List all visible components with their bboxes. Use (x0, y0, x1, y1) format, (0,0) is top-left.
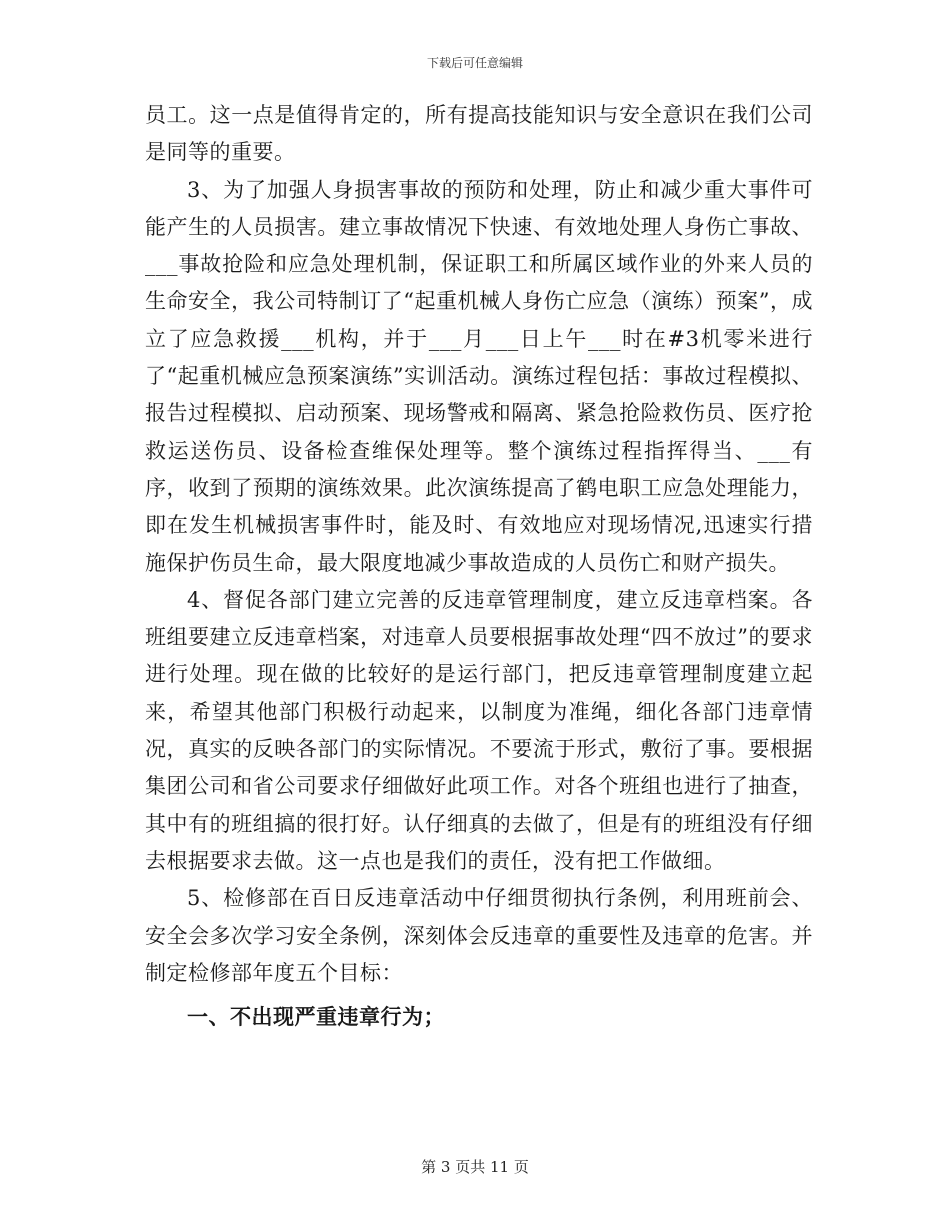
paragraph-item-3: 3、为了加强人身损害事故的预防和处理，防止和减少重大事件可能产生的人员损害。建立事故情况下快速、有效地处理人身伤亡事故、___事故抢险和应急处理机制，保证职工和所属区域作业的外来人员的生命安全，我公司特制订了“起重机械人身伤亡应急（演练）预案”，成立了应急救援___机构，并于___月___日上午___时在#3机零米进行了“起重机械应急预案演练”实训活动。演练过程包括：事故过程模拟、报告过程模拟、启动预案、现场警戒和隔离、紧急抢险救伤员、医疗抢救运送伤员、设备检查维保处理等。整个演练过程指挥得当、___有序，收到了预期的演练效果。此次演练提高了鹤电职工应急处理能力，即在发生机械损害事件时，能及时、有效地应对现场情况,迅速实行措施保护伤员生命，最大限度地减少事故造成的人员伤亡和财产损失。 (145, 177, 813, 575)
page-number-footer: 第 3 页共 11 页 (421, 1158, 529, 1176)
paragraph-item-4: 4、督促各部门建立完善的反违章管理制度，建立反违章档案。各班组要建立反违章档案，对违章人员要根据事故处理“四不放过”的要求进行处理。现在做的比较好的是运行部门，把反违章管理制度建立起来，希望其他部门积极行动起来，以制度为准绳，细化各部门违章情况，真实的反映各部门的实际情况。不要流于形式，敷衍了事。要根据集团公司和省公司要求仔细做好此项工作。对各个班组也进行了抽查，其中有的班组搞的很打好。认仔细真的去做了，但是有的班组没有仔细去根据要求去做。这一点也是我们的责任，没有把工作做细。 (145, 587, 813, 873)
section-heading: 一、不出现严重违章行为； (187, 1004, 445, 1030)
document-body (145, 97, 813, 1035)
paragraph-continuation: 员工。这一点是值得肯定的，所有提高技能知识与安全意识在我们公司是同等的重要。 (145, 103, 813, 165)
page-header: 下载后可任意编辑 (426, 56, 523, 70)
paragraph-item-5: 5、检修部在百日反违章活动中仔细贯彻执行条例，利用班前会、安全会多次学习安全条例，深刻体会反违章的重要性及违章的危害。并制定检修部年度五个目标： (145, 886, 813, 985)
